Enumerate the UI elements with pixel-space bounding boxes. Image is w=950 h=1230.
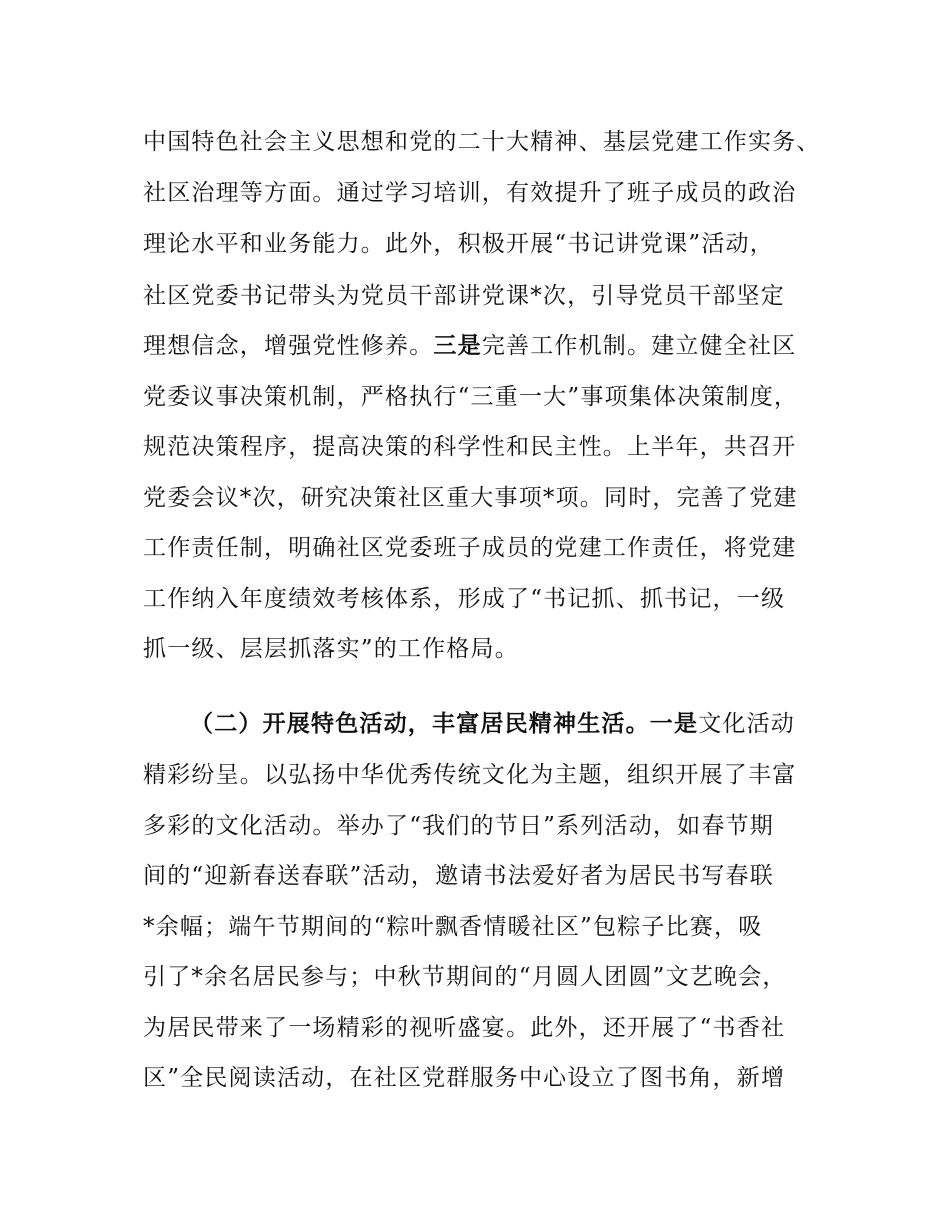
text-line: 为居民带来了一场精彩的视听盛宴。此外，还开展了“书香社 [143,1015,786,1041]
text-line: 间的“迎新春送春联”活动，邀请书法爱好者为居民书写春联 [143,863,774,889]
text-line: 抓一级、层层抓落实”的工作格局。 [143,636,519,662]
bold-marker-third: 三是 [433,333,482,359]
text-line: 工作责任制，明确社区党委班子成员的党建工作责任，将党建 [143,535,797,561]
text-line: 社区治理等方面。通过学习培训，有效提升了班子成员的政治 [143,180,797,206]
text-line: 精彩纷呈。以弘扬中华优秀传统文化为主题，组织开展了丰富 [143,762,797,788]
text-line: 区”全民阅读活动，在社区党群服务中心设立了图书角，新增 [143,1065,786,1091]
text-line: 理想信念，增强党性修养。三是完善工作机制。建立健全社区 [143,333,797,359]
text-line: 规范决策程序，提高决策的科学性和民主性。上半年，共召开 [143,434,797,460]
section-heading-line: （二）开展特色活动，丰富居民精神生活。一是文化活动 [190,711,796,737]
text-line: 多彩的文化活动。举办了“我们的节日”系列活动，如春节期 [143,813,774,839]
text-line: *余幅；端午节期间的“粽叶飘香情暖社区”包粽子比赛，吸 [143,914,763,940]
text-line: 中国特色社会主义思想和党的二十大精神、基层党建工作实务、 [143,129,821,155]
text-line: 理论水平和业务能力。此外，积极开展“书记讲党课”活动， [143,231,774,257]
text-line: 党委议事决策机制，严格执行“三重一大”事项集体决策制度， [143,384,799,410]
text-line: 党委会议*次，研究决策社区重大事项*项。同时，完善了党建 [143,485,798,511]
section-heading: （二）开展特色活动，丰富居民精神生活。一是 [190,711,699,737]
text-line: 工作纳入年度绩效考核体系，形成了“书记抓、抓书记，一级 [143,586,786,612]
text-line: 社区党委书记带头为党员干部讲党课*次，引导党员干部坚定 [143,283,785,309]
text-line: 引了*余名居民参与；中秋节期间的“月圆人团圆”文艺晚会， [143,964,787,990]
